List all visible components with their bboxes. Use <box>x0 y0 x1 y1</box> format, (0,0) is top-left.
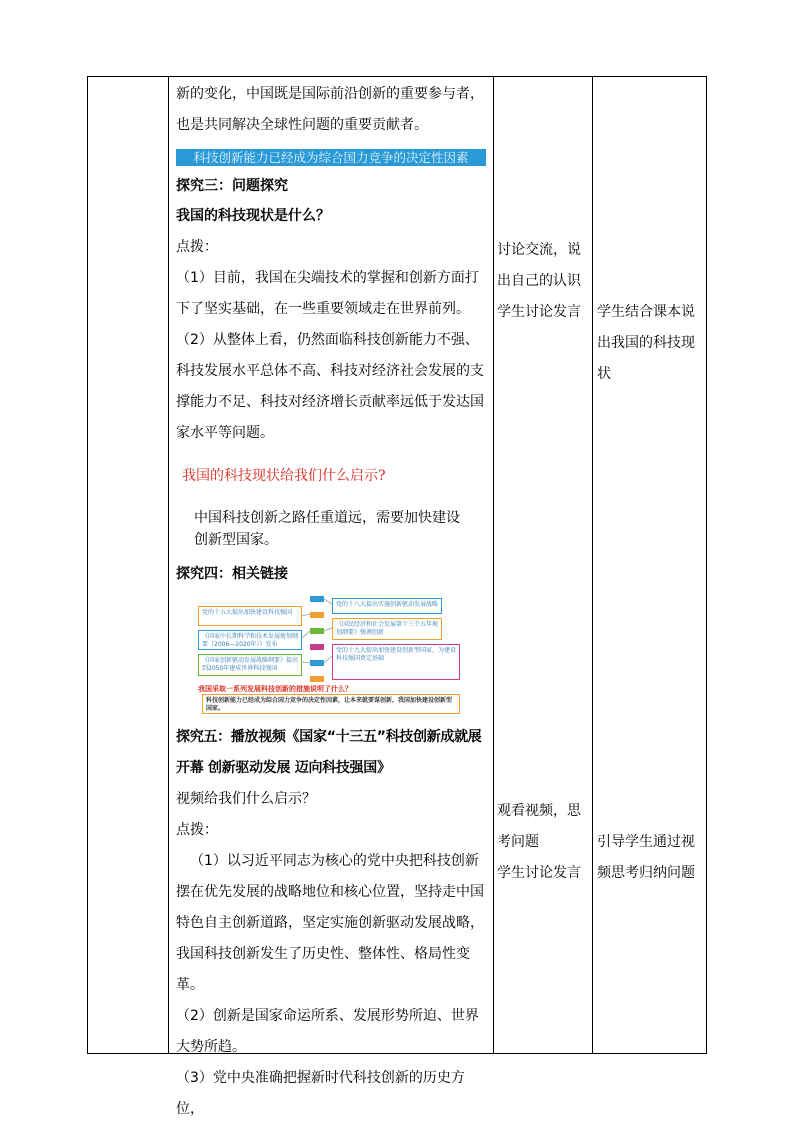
student-activity-block <box>497 796 589 889</box>
diagram-question: 我国采取一系列发展科技创新的措施说明了什么？ <box>198 685 352 693</box>
section5-title: 探究五：播放视频《国家“十三五”科技创新成就展开幕 创新驱动发展 迈向科技强国》 <box>176 729 482 776</box>
section4-title: 探究四：相关链接 <box>176 566 288 582</box>
diagram-box: 《国家创新驱动发展战略纲要》提出到2050年建成世界科技强国 <box>198 654 302 676</box>
diagram-box: 党的十五大提出加快建设科技强国 <box>198 606 302 626</box>
section3-title: 探究三：问题探究 <box>176 178 288 194</box>
student-activity-text: 观看视频，思考问题 <box>497 803 581 850</box>
diagram-box: 党的十八大提出实施创新驱动发展战略 <box>332 598 442 614</box>
hint-label: 点拨： <box>176 822 218 838</box>
diagram-box: 党的十九大提出加快建设创新型国家，为建设科技强国奠定基础 <box>332 644 460 680</box>
student-activity-text: 学生讨论发言 <box>497 304 581 320</box>
intro-line: 新的变化，中国既是国际前沿创新的重要参与者， <box>176 86 484 102</box>
diagram-box: 《国家中长期科学和技术发展规划纲要（2006—2020年）》发布 <box>198 630 302 650</box>
diagram-answer: 科技创新能力已经成为综合国力竞争的决定性因素，让本来就要谋创新，我国加快建设创新型国家。 <box>202 694 460 714</box>
design-intent-text: 学生结合课本说出我国的科技现状 <box>597 304 695 382</box>
banner-image: 科技创新能力已经成为综合国力竞争的决定性因素 <box>176 149 486 166</box>
hint-paragraph: （1）目前，我国在尖端技术的掌握和创新方面打下了坚实基础，在一些重要领域走在世界前列。 <box>176 270 479 317</box>
lesson-table <box>87 76 707 1117</box>
section3-question: 我国的科技现状是什么？ <box>176 208 330 224</box>
related-link-diagram <box>198 594 460 712</box>
diagram-box: 《国民经济和社会发展第十三个五年规划纲要》强调创新 <box>332 618 442 640</box>
hint-paragraph: （2）从整体上看，仍然面临科技创新能力不强、科技发展水平总体不高、科技对经济社会发展的支撑能力不足、科技对经济增长贡献率远低于发达国家水平等问题。 <box>176 332 484 441</box>
intro-line: 也是共同解决全球性问题的重要贡献者。 <box>176 117 428 133</box>
student-activity-text: 学生讨论发言 <box>497 865 581 881</box>
hint-paragraph: （3）党中央准确把握新时代科技创新的历史方位， <box>176 1070 465 1117</box>
student-activity-text: 讨论交流，说出自己的认识 <box>497 242 581 289</box>
student-activity-block <box>497 235 589 328</box>
design-intent-text: 引导学生通过视频思考归纳问题 <box>597 834 695 881</box>
conclusion-image: 中国科技创新之路任重道远，需要加快建设创新型国家。 <box>194 510 460 548</box>
hint-paragraph: （2）创新是国家命运所系、发展形势所迫、世界大势所趋。 <box>176 1008 479 1055</box>
section5-question: 视频给我们什么启示？ <box>176 791 316 807</box>
red-question-image: 我国的科技现状给我们什么启示? <box>182 468 386 484</box>
hint-paragraph: （1）以习近平同志为核心的党中央把科技创新摆在优先发展的战略地位和核心位置，坚持走中国特色自主创新道路，坚定实施创新驱动发展战略，我国科技创新发生了历史性、整体性、格局性变革。 <box>176 853 484 993</box>
teaching-content-column <box>172 77 490 1125</box>
column-divider <box>168 77 169 1053</box>
column-divider <box>493 77 494 1053</box>
column-divider <box>592 77 593 1053</box>
hint-label: 点拨： <box>176 239 218 255</box>
